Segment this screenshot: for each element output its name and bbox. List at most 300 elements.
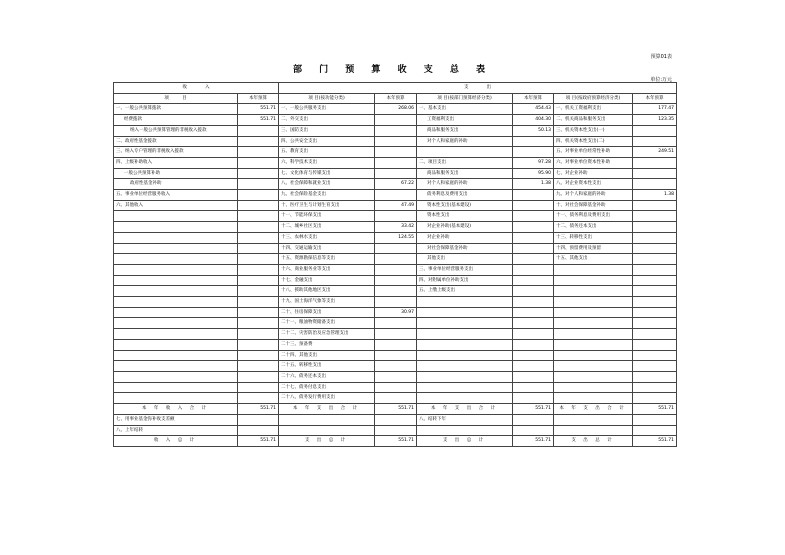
item-cell: 二十四、其他支出 (279, 350, 375, 361)
item-cell: 七、用事业基金弥补收支差额 (114, 414, 238, 425)
item-cell: 三、国防支出 (279, 125, 375, 136)
budget-value-cell (633, 425, 677, 436)
func-total-value: 551.71 (375, 404, 417, 415)
item-cell: 五、事业单位经营服务收入 (114, 190, 238, 201)
item-cell: 十四、预留费用及预留 (554, 243, 633, 254)
dept-total-label: 本 年 支 出 合 计 (417, 404, 513, 415)
income-grand-value: 551.71 (238, 436, 279, 447)
budget-value-cell (633, 211, 677, 222)
budget-value-cell (633, 297, 677, 308)
item-cell (554, 339, 633, 350)
table-row (114, 393, 677, 404)
item-cell (417, 361, 513, 372)
item-cell (114, 275, 238, 286)
budget-value-cell (375, 147, 417, 158)
item-cell: 三、事业单位经营服务支出 (417, 264, 513, 275)
item-cell: 六、对事业单位资本性补助 (554, 157, 633, 168)
table-row (114, 147, 677, 158)
grand-total-row (114, 436, 677, 447)
income-grand-label: 收 入 总 计 (114, 436, 238, 447)
budget-value-cell (375, 157, 417, 168)
item-cell: 十三、农林水支出 (279, 232, 375, 243)
table-row (114, 425, 677, 436)
item-cell (114, 232, 238, 243)
budget-value-cell (375, 297, 417, 308)
budget-value-cell (375, 211, 417, 222)
item-cell (417, 147, 513, 158)
table-row (114, 318, 677, 329)
item-cell: 十四、交通运输支出 (279, 243, 375, 254)
budget-value-cell (238, 136, 279, 147)
budget-value-cell (513, 307, 554, 318)
item-cell: 十二、债务还本支出 (554, 222, 633, 233)
func-budget-header: 本年预算 (375, 93, 417, 104)
budget-value-cell (375, 190, 417, 201)
item-cell: 债务利息及费用支出 (417, 190, 513, 201)
budget-value-cell (375, 393, 417, 404)
budget-value-cell (513, 211, 554, 222)
budget-value-cell (238, 318, 279, 329)
item-cell (554, 275, 633, 286)
gov-total-value: 551.71 (633, 404, 677, 415)
item-cell: 对企业补助(基本建设) (417, 222, 513, 233)
budget-value-cell (513, 222, 554, 233)
budget-value-cell (513, 361, 554, 372)
table-row (114, 157, 677, 168)
item-cell: 十六、商业服务业等支出 (279, 264, 375, 275)
item-cell: 商品和服务支出 (417, 125, 513, 136)
item-cell: 十三、转移性支出 (554, 232, 633, 243)
budget-value-cell (375, 318, 417, 329)
item-cell (554, 393, 633, 404)
budget-value-cell (238, 382, 279, 393)
item-cell (554, 425, 633, 436)
budget-value-cell (513, 393, 554, 404)
dept-budget-header: 本年预算 (513, 93, 554, 104)
item-cell: 十、对社会保障基金补助 (554, 200, 633, 211)
func-item-header: 项 目(按功能分类) (279, 93, 375, 104)
budget-value-cell (633, 243, 677, 254)
item-cell (554, 382, 633, 393)
item-cell: 十七、金融支出 (279, 275, 375, 286)
item-cell: 纳入一般公共预算管理的非税收入拨款 (114, 125, 238, 136)
budget-value-cell (238, 232, 279, 243)
budget-value-cell (513, 232, 554, 243)
item-cell (114, 339, 238, 350)
budget-value-cell (238, 361, 279, 372)
item-cell: 十五、资源勘探信息等支出 (279, 254, 375, 265)
table-row (114, 339, 677, 350)
item-cell (417, 318, 513, 329)
table-row (114, 307, 677, 318)
budget-value-cell (375, 425, 417, 436)
func-grand-label: 支 出 总 计 (279, 436, 375, 447)
item-cell: 一般公共预算补助 (114, 168, 238, 179)
table-row (114, 179, 677, 190)
item-cell (554, 297, 633, 308)
budget-value-cell (513, 254, 554, 265)
budget-value-cell (375, 136, 417, 147)
budget-value-cell (633, 329, 677, 340)
budget-value-cell (633, 414, 677, 425)
budget-value-cell (633, 136, 677, 147)
item-cell: 十一、债务利息及费用支出 (554, 211, 633, 222)
table-row (114, 125, 677, 136)
budget-value-cell (375, 168, 417, 179)
budget-value-cell (633, 222, 677, 233)
budget-value-cell: 1.38 (513, 179, 554, 190)
budget-value-cell: 123.35 (633, 115, 677, 126)
budget-value-cell (633, 393, 677, 404)
item-cell: 一、一般公共服务支出 (279, 104, 375, 115)
income-budget-header: 本年预算 (238, 93, 279, 104)
item-cell (114, 318, 238, 329)
budget-value-cell (513, 339, 554, 350)
item-cell (554, 350, 633, 361)
item-cell: 六、其他收入 (114, 200, 238, 211)
budget-value-cell (513, 350, 554, 361)
gov-budget-header: 本年预算 (633, 93, 677, 104)
item-cell: 二十五、转移性支出 (279, 361, 375, 372)
table-row (114, 297, 677, 308)
budget-value-cell (375, 254, 417, 265)
budget-value-cell: 67.22 (375, 179, 417, 190)
item-cell: 八、上年结转 (114, 425, 238, 436)
item-cell: 二、外交支出 (279, 115, 375, 126)
item-cell (114, 286, 238, 297)
budget-value-cell (238, 371, 279, 382)
item-cell: 七、对企业补助 (554, 168, 633, 179)
item-cell (114, 371, 238, 382)
item-cell: 经费拨款 (114, 115, 238, 126)
budget-value-cell (375, 382, 417, 393)
budget-value-cell (238, 275, 279, 286)
budget-value-cell: 47.49 (375, 200, 417, 211)
budget-value-cell: 551.71 (238, 104, 279, 115)
item-cell (114, 382, 238, 393)
item-cell: 其他支出 (417, 254, 513, 265)
item-cell: 九、社会保险基金支出 (279, 190, 375, 201)
func-grand-value: 551.71 (375, 436, 417, 447)
item-cell (554, 414, 633, 425)
budget-value-cell (375, 275, 417, 286)
budget-value-cell (238, 222, 279, 233)
budget-value-cell (238, 147, 279, 158)
gov-grand-label: 支 出 总 计 (554, 436, 633, 447)
item-cell (554, 264, 633, 275)
budget-value-cell (238, 243, 279, 254)
item-cell: 十九、国土海洋气象等支出 (279, 297, 375, 308)
budget-value-cell (375, 115, 417, 126)
item-cell: 七、文化体育与传媒支出 (279, 168, 375, 179)
item-cell: 二十七、债务付息支出 (279, 382, 375, 393)
item-cell (554, 361, 633, 372)
item-cell: 五、对事业单位经常性补助 (554, 147, 633, 158)
item-cell (114, 350, 238, 361)
item-cell (417, 382, 513, 393)
page-title: 部 门 预 算 收 支 总 表 (293, 65, 492, 75)
dept-grand-value: 551.71 (513, 436, 554, 447)
budget-value-cell (238, 339, 279, 350)
budget-value-cell (513, 425, 554, 436)
budget-value-cell (513, 382, 554, 393)
budget-value-cell (513, 371, 554, 382)
budget-value-cell (633, 168, 677, 179)
item-cell: 二十二、灾害防治及应急管理支出 (279, 329, 375, 340)
table-row (114, 232, 677, 243)
budget-value-cell (238, 125, 279, 136)
item-cell: 五、上缴上级支出 (417, 286, 513, 297)
budget-value-cell (513, 243, 554, 254)
gov-grand-value: 551.71 (633, 436, 677, 447)
budget-value-cell (238, 157, 279, 168)
budget-value-cell (513, 286, 554, 297)
table-row (114, 222, 677, 233)
item-cell (114, 297, 238, 308)
budget-value-cell (375, 371, 417, 382)
item-cell (417, 350, 513, 361)
budget-value-cell (238, 254, 279, 265)
item-cell: 十五、其他支出 (554, 254, 633, 265)
item-cell: 八、社会保障和就业支出 (279, 179, 375, 190)
expense-header: 支 出 (279, 83, 677, 94)
budget-value-cell (238, 393, 279, 404)
budget-summary-table (113, 82, 677, 447)
item-cell (554, 307, 633, 318)
item-cell: 四、上级补助收入 (114, 157, 238, 168)
table-row (114, 168, 677, 179)
income-item-header: 项 目 (114, 93, 238, 104)
item-cell: 对企业补助 (417, 232, 513, 243)
item-cell: 十八、援助其他地区支出 (279, 286, 375, 297)
budget-value-cell: 404.30 (513, 115, 554, 126)
budget-value-cell (633, 382, 677, 393)
budget-value-cell (633, 125, 677, 136)
item-cell: 工资福利支出 (417, 115, 513, 126)
table-row (114, 414, 677, 425)
dept-econ-header: 项 目(按部门预算经济分类) (417, 93, 513, 104)
budget-value-cell (238, 425, 279, 436)
table-row (114, 136, 677, 147)
budget-value-cell: 177.47 (633, 104, 677, 115)
item-cell: 二、机关商品和服务支出 (554, 115, 633, 126)
gov-total-label: 本 年 支 出 合 计 (554, 404, 633, 415)
item-cell: 商品和服务支出 (417, 168, 513, 179)
item-cell (417, 307, 513, 318)
budget-value-cell (633, 232, 677, 243)
item-cell: 二、项目支出 (417, 157, 513, 168)
budget-value-cell (633, 350, 677, 361)
item-cell: 政府性基金补助 (114, 179, 238, 190)
item-cell: 四、机关资本性支出(二) (554, 136, 633, 147)
item-cell: 二十一、粮油物资储备支出 (279, 318, 375, 329)
budget-value-cell: 454.43 (513, 104, 554, 115)
income-total-value: 551.71 (238, 404, 279, 415)
budget-value-cell (513, 190, 554, 201)
budget-value-cell (375, 361, 417, 372)
budget-value-cell (375, 414, 417, 425)
budget-value-cell: 1.38 (633, 190, 677, 201)
budget-value-cell (633, 307, 677, 318)
budget-value-cell (238, 286, 279, 297)
budget-value-cell: 95.90 (513, 168, 554, 179)
budget-value-cell (513, 147, 554, 158)
table-row (114, 243, 677, 254)
gov-econ-header: 项 目(按政府预算经济分类) (554, 93, 633, 104)
item-cell (554, 371, 633, 382)
item-cell (114, 254, 238, 265)
table-row (114, 382, 677, 393)
item-cell: 六、科学技术支出 (279, 157, 375, 168)
budget-value-cell (375, 125, 417, 136)
budget-value-cell (238, 190, 279, 201)
item-cell: 资本性支出 (417, 211, 513, 222)
budget-value-cell (633, 254, 677, 265)
item-cell: 对社会保障基金补助 (417, 243, 513, 254)
item-cell (417, 297, 513, 308)
budget-value-cell: 551.71 (238, 115, 279, 126)
budget-value-cell (633, 286, 677, 297)
budget-value-cell: 124.55 (375, 232, 417, 243)
item-cell: 三、机关资本性支出(一) (554, 125, 633, 136)
table-row (114, 104, 677, 115)
table-row (114, 329, 677, 340)
dept-total-value: 551.71 (513, 404, 554, 415)
item-cell: 四、对附属单位补助支出 (417, 275, 513, 286)
form-code: 预算01表 (650, 54, 672, 60)
table-row (114, 264, 677, 275)
budget-value-cell (633, 339, 677, 350)
budget-value-cell: 268.06 (375, 104, 417, 115)
item-cell (417, 393, 513, 404)
budget-value-cell (633, 318, 677, 329)
item-cell (417, 425, 513, 436)
table-row (114, 190, 677, 201)
item-cell (417, 339, 513, 350)
dept-grand-label: 支 出 总 计 (417, 436, 513, 447)
item-cell: 二、政府性基金拨款 (114, 136, 238, 147)
item-cell: 一、一般公共预算拨款 (114, 104, 238, 115)
item-cell: 资本性支出(基本建设) (417, 200, 513, 211)
budget-value-cell (513, 264, 554, 275)
budget-value-cell (238, 211, 279, 222)
table-row (114, 115, 677, 126)
budget-value-cell (513, 414, 554, 425)
budget-value-cell (238, 297, 279, 308)
budget-value-cell (513, 275, 554, 286)
budget-value-cell (633, 179, 677, 190)
unit-label: 单位:万元 (650, 77, 672, 83)
total-row (114, 404, 677, 415)
item-cell: 九、对个人和家庭的补助 (554, 190, 633, 201)
budget-value-cell (238, 329, 279, 340)
budget-value-cell (238, 179, 279, 190)
budget-value-cell (375, 286, 417, 297)
budget-value-cell (513, 297, 554, 308)
table-row (114, 286, 677, 297)
item-cell (417, 371, 513, 382)
item-cell (554, 329, 633, 340)
budget-value-cell (238, 168, 279, 179)
item-cell (114, 211, 238, 222)
budget-value-cell (633, 200, 677, 211)
budget-value-cell (238, 264, 279, 275)
income-header: 收 入 (114, 83, 279, 94)
budget-value-cell: 249.51 (633, 147, 677, 158)
table-row (114, 211, 677, 222)
item-cell: 二十六、债务还本支出 (279, 371, 375, 382)
item-cell: 五、教育支出 (279, 147, 375, 158)
item-cell: 一、机关工资福利支出 (554, 104, 633, 115)
table-row (114, 275, 677, 286)
item-cell: 三、纳入专户管理的非税收入拨款 (114, 147, 238, 158)
item-cell: 二十三、预备费 (279, 339, 375, 350)
item-cell (114, 393, 238, 404)
item-cell: 一、基本支出 (417, 104, 513, 115)
func-total-label: 本 年 支 出 合 计 (279, 404, 375, 415)
budget-value-cell (375, 243, 417, 254)
item-cell (114, 264, 238, 275)
item-cell: 十二、城乡社区支出 (279, 222, 375, 233)
budget-value-cell: 97.28 (513, 157, 554, 168)
income-total-label: 本 年 收 入 合 计 (114, 404, 238, 415)
budget-value-cell (513, 136, 554, 147)
item-cell (554, 286, 633, 297)
table-row (114, 350, 677, 361)
item-cell (279, 414, 375, 425)
table-row (114, 254, 677, 265)
budget-value-cell (238, 350, 279, 361)
budget-value-cell (375, 350, 417, 361)
budget-value-cell (238, 414, 279, 425)
item-cell (554, 318, 633, 329)
table-row (114, 371, 677, 382)
budget-value-cell (513, 318, 554, 329)
item-cell (114, 307, 238, 318)
table-row (114, 200, 677, 211)
budget-value-cell (238, 307, 279, 318)
item-cell: 对个人和家庭的补助 (417, 179, 513, 190)
item-cell (114, 222, 238, 233)
budget-value-cell: 30.97 (375, 307, 417, 318)
item-cell: 二十八、债务发行费用支出 (279, 393, 375, 404)
item-cell: 八、结转下年 (417, 414, 513, 425)
item-cell (114, 243, 238, 254)
budget-value-cell (513, 329, 554, 340)
item-cell: 十一、节能环保支出 (279, 211, 375, 222)
item-cell: 八、对企业资本性支出 (554, 179, 633, 190)
item-cell: 二十、住房保障支出 (279, 307, 375, 318)
table-row (114, 361, 677, 372)
budget-value-cell (375, 264, 417, 275)
item-cell (417, 329, 513, 340)
item-cell: 十、医疗卫生与计划生育支出 (279, 200, 375, 211)
budget-value-cell (633, 264, 677, 275)
budget-value-cell (238, 200, 279, 211)
budget-value-cell (633, 275, 677, 286)
item-cell (114, 329, 238, 340)
item-cell (279, 425, 375, 436)
budget-value-cell (633, 361, 677, 372)
budget-value-cell (633, 157, 677, 168)
budget-value-cell (513, 200, 554, 211)
budget-value-cell (375, 329, 417, 340)
budget-value-cell: 33.42 (375, 222, 417, 233)
item-cell: 四、公共安全支出 (279, 136, 375, 147)
budget-value-cell (633, 371, 677, 382)
item-cell: 对个人和家庭的补助 (417, 136, 513, 147)
budget-value-cell (375, 339, 417, 350)
